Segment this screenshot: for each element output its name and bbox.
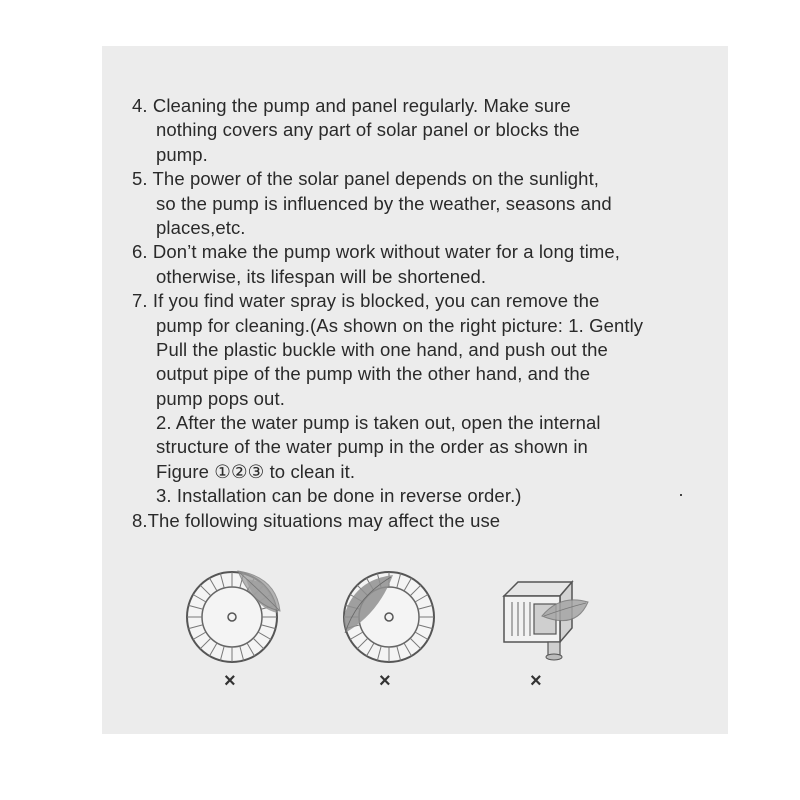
- instruction-line: pump pops out.: [156, 387, 285, 409]
- instruction-line: places,etc.: [156, 216, 246, 238]
- instruction-line: 2. After the water pump is taken out, open the internal: [156, 412, 601, 434]
- instruction-line: output pipe of the pump with the other hand, and the: [156, 363, 591, 385]
- instruction-line: nothing covers any part of solar panel or blocks the: [156, 119, 580, 141]
- instruction-line: 3. Installation can be done in reverse order.): [156, 485, 522, 507]
- instruction-line: otherwise, its lifespan will be shortened.: [156, 265, 487, 287]
- instruction-line: 6. Don’t make the pump work without water for a long time,: [132, 241, 621, 263]
- instruction-line: Figure ①②③ to clean it.: [156, 460, 356, 482]
- instruction-line: 4. Cleaning the pump and panel regularly. Make sure: [132, 95, 571, 116]
- instruction-line: 7. If you find water spray is blocked, you can remove the: [132, 290, 600, 312]
- pump-blocked-by-leaf-icon: [490, 572, 594, 668]
- not-allowed-mark: ×: [530, 670, 542, 692]
- instruction-text: [132, 94, 712, 533]
- speck: [680, 494, 682, 496]
- instruction-line: pump.: [156, 143, 208, 165]
- not-allowed-mark: ×: [379, 670, 391, 692]
- instruction-line: Pull the plastic buckle with one hand, and push out the: [156, 338, 608, 360]
- solar-pump-with-leaf-icon: [180, 565, 284, 669]
- solar-pump-covered-by-leaf-icon: [337, 565, 441, 669]
- instruction-line: structure of the water pump in the order as shown in: [156, 436, 588, 458]
- not-allowed-mark: ×: [224, 670, 236, 692]
- instruction-line: 8.The following situations may affect the use: [132, 509, 501, 531]
- instruction-line: pump for cleaning.(As shown on the right picture: 1. Gently: [156, 314, 644, 336]
- instruction-line: so the pump is influenced by the weather, seasons and: [156, 192, 612, 214]
- instruction-line: 5. The power of the solar panel depends on the sunlight,: [132, 168, 600, 190]
